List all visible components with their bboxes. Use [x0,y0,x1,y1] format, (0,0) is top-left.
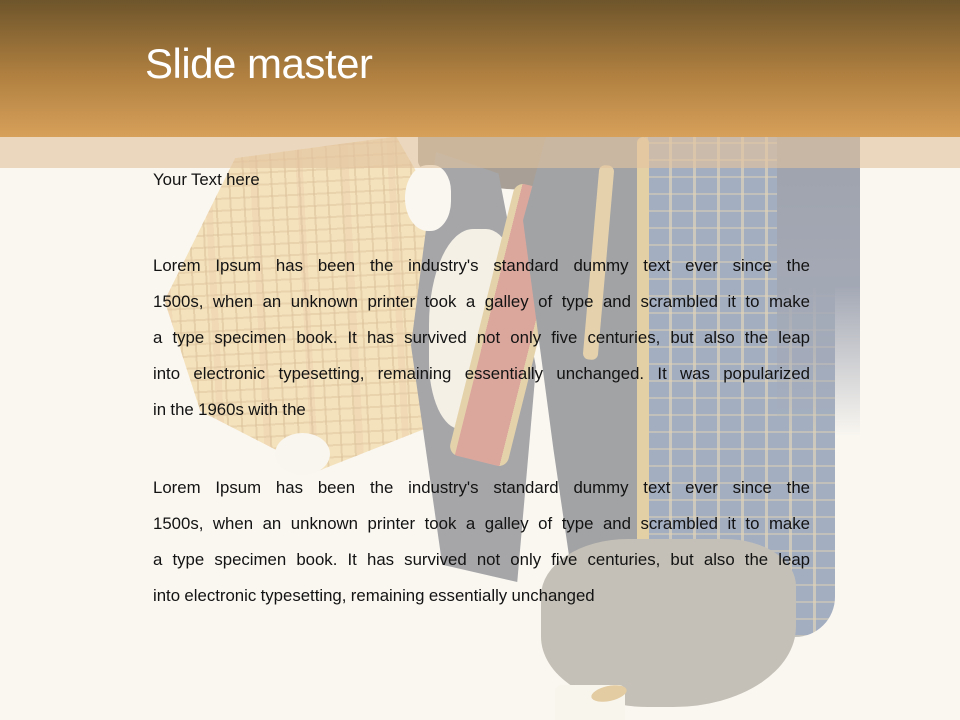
slide-title[interactable]: Slide master [145,40,373,87]
paragraph-line: in the 1960s with the [153,400,306,419]
paragraph-line: into electronic typesetting, remaining essentially unchanged. It was popularized [153,364,810,383]
paragraph-line: into electronic typesetting, remaining essentially unchanged [153,586,595,605]
text-placeholder-label[interactable]: Your Text here [153,170,260,189]
paragraph-line: 1500s, when an unknown printer took a galley of type and scrambled it to make [153,292,810,311]
paragraph-line: Lorem Ipsum has been the industry's standard dummy text ever since the [153,256,810,275]
paragraph-line: Lorem Ipsum has been the industry's standard dummy text ever since the [153,478,810,497]
title-banner [0,0,960,137]
body-paragraph-1[interactable] [153,248,810,428]
body-paragraph-2[interactable] [153,470,810,614]
white-glove-shape [275,433,330,475]
paragraph-line: a type specimen book. It has survived not only five centuries, but also the leap [153,550,810,569]
paragraph-line: a type specimen book. It has survived not only five centuries, but also the leap [153,328,810,347]
costume-photo [163,137,860,720]
paragraph-line: 1500s, when an unknown printer took a galley of type and scrambled it to make [153,514,810,533]
